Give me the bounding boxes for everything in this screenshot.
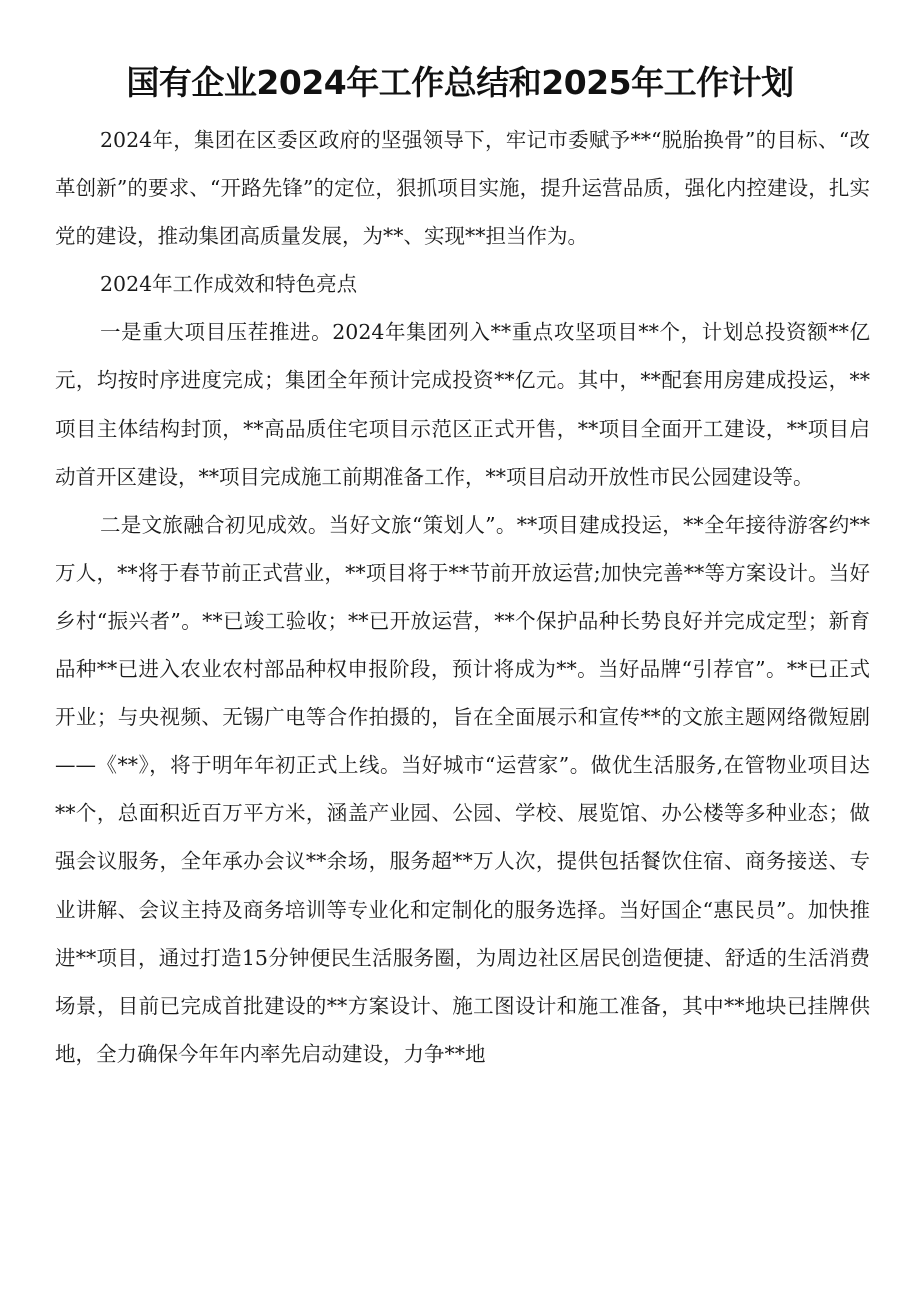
body-paragraph: 一是重大项目压茬推进。2024年集团列入**重点攻坚项目**个，计划总投资额**亿元，均按时序进度完成；集团全年预计完成投资**亿元。其中，**配套用房建成投运，**项目主体结构封顶，**高品质住宅项目示范区正式开售，**项目全面开工建设，**项目启动首开区建设，**项目完成施工前期准备工作，**项目启动开放性市民公园建设等。: [55, 320, 870, 489]
body-paragraph: 二是文旅融合初见成效。当好文旅“策划人”。**项目建成投运，**全年接待游客约**万人，**将于春节前正式营业，**项目将于**节前开放运营;加快完善**等方案设计。当好乡村“振兴者”。**已竣工验收；**已开放运营，**个保护品种长势良好并完成定型；新育品种**已进入农业农村部品种权申报阶段，预计将成为**。当好品牌“引荐官”。**已正式开业；与央视频、无锡广电等合作拍摄的，旨在全面展示和宣传**的文旅主题网络微短剧——《**》，将于明年年初正式上线。当好城市“运营家”。做优生活服务,在管物业项目达**个，总面积近百万平方米，涵盖产业园、公园、学校、展览馆、办公楼等多种业态；做强会议服务，全年承办会议**余场，服务超**万人次，提供包括餐饮住宿、商务接送、专业讲解、会议主持及商务培训等专业化和定制化的服务选择。当好国企“惠民员”。加快推进**项目，通过打造15分钟便民生活服务圈，为周边社区居民创造便捷、舒适的生活消费场景，目前已完成首批建设的**方案设计、施工图设计和施工准备，其中**地块已挂牌供地，全力确保今年年内率先启动建设，力争**地: [55, 512, 870, 1066]
section-heading: 2024年工作成效和特色亮点: [100, 272, 358, 297]
intro-paragraph: 2024年，集团在区委区政府的坚强领导下，牢记市委赋予**“脱胎换骨”的目标、“改革创新”的要求、“开路先锋”的定位，狠抓项目实施，提升运营品质，强化内控建设，扎实党的建设，推动集团高质量发展，为**、实现**担当作为。: [55, 128, 870, 249]
document-title: 国有企业2024年工作总结和2025年工作计划: [126, 63, 794, 102]
document-body: [55, 116, 870, 1078]
